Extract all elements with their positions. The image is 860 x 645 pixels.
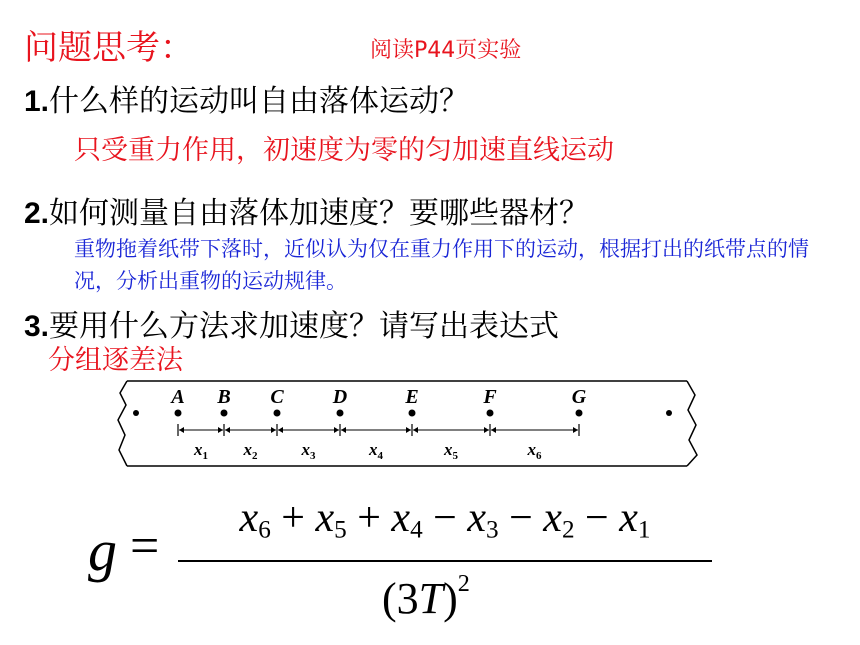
tape-dot-left-extra [133,410,139,416]
question-number: 3. [24,310,50,343]
segment-label-x2: $x_2$ [243,440,258,462]
formula-lhs: g [88,518,117,583]
tape-point-label: D [332,386,348,408]
question-2 [24,188,589,232]
tape-point-label: E [405,386,419,408]
answer-1: 只受重力作用，初速度为零的匀加速直线运动 [74,135,614,166]
question-text: 要用什么方法求加速度？请写出表达式 [49,309,560,344]
segment-label-x5: $x_5$ [444,440,458,462]
term-x2: $x_2$ [543,495,575,544]
question-1 [24,76,469,120]
tape-dot-right-extra [666,410,672,416]
tape-point-C [274,410,281,417]
question-number: 2. [24,197,50,230]
term-x1: $x_1$ [619,495,651,544]
answer-2: 重物拖着纸带下落时，近似认为仅在重力作用下的运动，根据打出的纸带点的情况，分析出重物的运动规律。 [74,237,809,293]
segment-label-x6: $x_6$ [527,440,542,462]
tape-point-B [221,410,228,417]
segment-label-x4: $x_4$ [369,440,383,462]
tape-right-torn-edge [687,381,697,466]
term-x6: $x_6$ [239,495,271,544]
tape-point-label: F [483,386,497,408]
tape-point-label: B [217,386,231,408]
tape-left-torn-edge [118,381,127,466]
tape-point-E [409,410,416,417]
term-x5: $x_5$ [315,495,347,544]
tape-point-F [487,410,494,417]
formula-numerator: $x_6 + x_5 + x_4 - x_3 - x_2 - x_1$ [239,495,651,544]
fraction-bar [178,560,712,562]
tape-point-label: A [171,386,185,408]
question-number: 1. [24,85,50,118]
segment-label-x3: $x_3$ [301,440,316,462]
tape-point-label: C [270,386,284,408]
tape-point-label: G [571,386,587,408]
question-text: 什么样的运动叫自由落体运动？ [49,84,470,119]
ticker-tape-diagram [112,375,712,475]
formula-equals: = [130,518,160,575]
page-title: 问题思考： [24,28,194,68]
segment-label-x1: $x_1$ [194,440,208,462]
reading-note: 阅读P44页实验 [370,38,522,63]
formula-denominator: $(3T)^2$ [382,570,470,623]
tape-point-A [175,410,182,417]
tape-point-D [337,410,344,417]
term-x4: $x_4$ [391,495,423,544]
answer-3: 分组逐差法 [48,345,183,376]
tape-point-G [576,410,583,417]
term-x3: $x_3$ [467,495,499,544]
question-text: 如何测量自由落体加速度？要哪些器材？ [49,196,590,231]
